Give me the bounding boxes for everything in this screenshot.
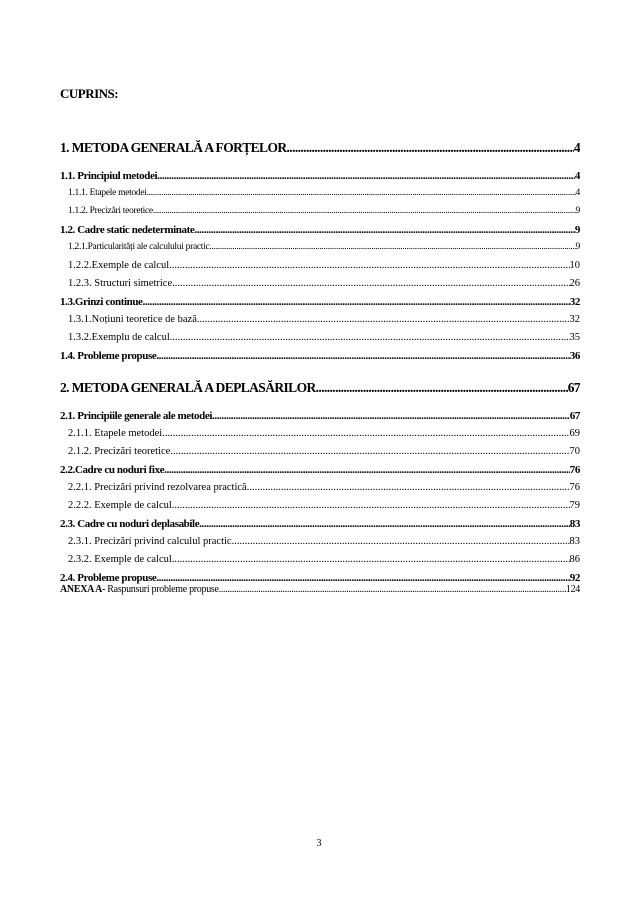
toc-entry-page: 4: [574, 170, 580, 182]
dot-leader: [247, 482, 570, 493]
dot-leader: [287, 140, 574, 156]
dot-leader: [143, 296, 570, 308]
toc-entry-page: 69: [569, 428, 580, 439]
toc-entry-page: 70: [569, 446, 580, 457]
dot-leader: [164, 464, 570, 476]
toc-entry-page: 35: [569, 332, 580, 343]
toc-entry-title: 1.2.1.Particularități ale calculului practic: [68, 242, 210, 252]
dot-leader: [232, 536, 570, 547]
toc-entry-page: 83: [569, 536, 580, 547]
toc-entry[interactable]: [60, 188, 580, 198]
dot-leader: [172, 554, 570, 565]
toc-entry-page: 26: [569, 278, 580, 289]
toc-entry[interactable]: [60, 278, 580, 289]
dot-leader: [153, 206, 576, 216]
dot-leader: [172, 278, 569, 289]
toc-entry-title: 1. METODA GENERALĂ A FORȚELOR: [60, 140, 287, 155]
dot-leader: [219, 584, 566, 595]
toc-entry[interactable]: [60, 350, 580, 362]
toc-entry-page: 32: [569, 314, 580, 325]
toc-entry-page: 9: [574, 224, 580, 236]
toc-entry-title: 1.3.1.Noțiuni teoretice de bază: [68, 314, 197, 325]
toc-entry[interactable]: [60, 296, 580, 308]
toc-entry-title: 2.1.1. Etapele metodei: [68, 428, 163, 439]
annex-title: Raspunsuri probleme propuse: [105, 584, 219, 595]
dot-leader: [212, 410, 570, 422]
dot-leader: [209, 242, 575, 252]
toc-entry-page: 4: [573, 140, 580, 155]
annex-entry[interactable]: [60, 584, 580, 595]
dot-leader: [156, 350, 569, 362]
toc-entry-title: 1.3.2.Exemplu de calcul: [68, 332, 170, 343]
toc-entry[interactable]: [60, 572, 580, 584]
toc-entry-title: 1.1.2. Precizări teoretice: [68, 206, 153, 216]
toc-entry-page: 76: [569, 482, 580, 493]
dot-leader: [157, 170, 575, 182]
toc-entry-page: 32: [569, 296, 580, 308]
toc-entry-page: 9: [575, 242, 580, 252]
toc-entry-title: 1.1. Principiul metodei: [60, 170, 158, 182]
page-number: 3: [316, 838, 322, 849]
toc-entry-page: 9: [575, 206, 580, 216]
toc-entry[interactable]: [60, 260, 580, 271]
toc-entry-title: 2.4. Probleme propuse: [60, 572, 157, 584]
toc-entry-title: 2.3.1. Precizări privind calculul practic: [68, 536, 232, 547]
toc-entry[interactable]: [60, 380, 580, 396]
toc-entry-title: 1.3.Grinzi continue: [60, 296, 143, 308]
dot-leader: [170, 332, 570, 343]
toc-entry-title: 2.2.Cadre cu noduri fixe: [60, 464, 165, 476]
toc-entry-title: 1.2.3. Structuri simetrice: [68, 278, 173, 289]
annex-page: 124: [565, 584, 580, 595]
toc-entry[interactable]: [60, 536, 580, 547]
toc-entry-page: 92: [569, 572, 580, 584]
dot-leader: [172, 500, 570, 511]
toc-entry-title: 2.2.2. Exemple de calcul: [68, 500, 172, 511]
toc-entry-title: 2.3. Cadre cu noduri deplasabile: [60, 518, 200, 530]
dot-leader: [199, 518, 570, 530]
toc-entry-page: 36: [569, 350, 580, 362]
toc-entry[interactable]: [60, 242, 580, 252]
toc-entry-title: 1.2. Cadre static nedeterminate: [60, 224, 195, 236]
toc-entry[interactable]: [60, 428, 580, 439]
annex-label: ANEXA A-: [60, 584, 106, 595]
dot-leader: [156, 572, 569, 584]
dot-leader: [147, 188, 576, 198]
toc-entry-title: 1.1.1. Etapele metodei: [68, 188, 147, 198]
toc-entry[interactable]: [60, 500, 580, 511]
toc-entry[interactable]: [60, 170, 580, 182]
toc-entry[interactable]: [60, 410, 580, 422]
toc-heading: CUPRINS:: [60, 86, 119, 101]
dot-leader: [197, 314, 570, 325]
toc-entry-title: 1.4. Probleme propuse: [60, 350, 157, 362]
toc-entry-page: 10: [569, 260, 580, 271]
toc-entry-page: 4: [575, 188, 580, 198]
toc-entry[interactable]: [60, 224, 580, 236]
toc-entry-page: 67: [567, 380, 580, 395]
toc-entry-title: 2.2.1. Precizări privind rezolvarea practică: [68, 482, 247, 493]
toc-entry[interactable]: [60, 446, 580, 457]
dot-leader: [170, 446, 569, 457]
dot-leader: [194, 224, 575, 236]
toc-entry[interactable]: [60, 314, 580, 325]
toc-entry-page: 76: [569, 464, 580, 476]
toc-entry[interactable]: [60, 482, 580, 493]
toc-entry-page: 83: [569, 518, 580, 530]
toc-entry[interactable]: [60, 332, 580, 343]
toc-entry-title: 2.3.2. Exemple de calcul: [68, 554, 172, 565]
toc-entry-title: 2.1.2. Precizări teoretice: [68, 446, 171, 457]
toc-entry[interactable]: [60, 554, 580, 565]
dot-leader: [316, 380, 568, 396]
toc-entry[interactable]: [60, 518, 580, 530]
toc-entry-title: 2. METODA GENERALĂ A DEPLASĂRILOR: [60, 380, 316, 395]
toc-entry-page: 79: [569, 500, 580, 511]
toc-entry[interactable]: [60, 206, 580, 216]
toc-entry-title: 1.2.2.Exemple de calcul: [68, 260, 170, 271]
toc-entry-page: 86: [569, 554, 580, 565]
toc-entry-page: 67: [569, 410, 580, 422]
toc-entry-title: 2.1. Principiile generale ale metodei: [60, 410, 212, 422]
dot-leader: [169, 260, 569, 271]
toc-entry[interactable]: [60, 464, 580, 476]
toc-entry[interactable]: [60, 140, 580, 156]
dot-leader: [162, 428, 569, 439]
